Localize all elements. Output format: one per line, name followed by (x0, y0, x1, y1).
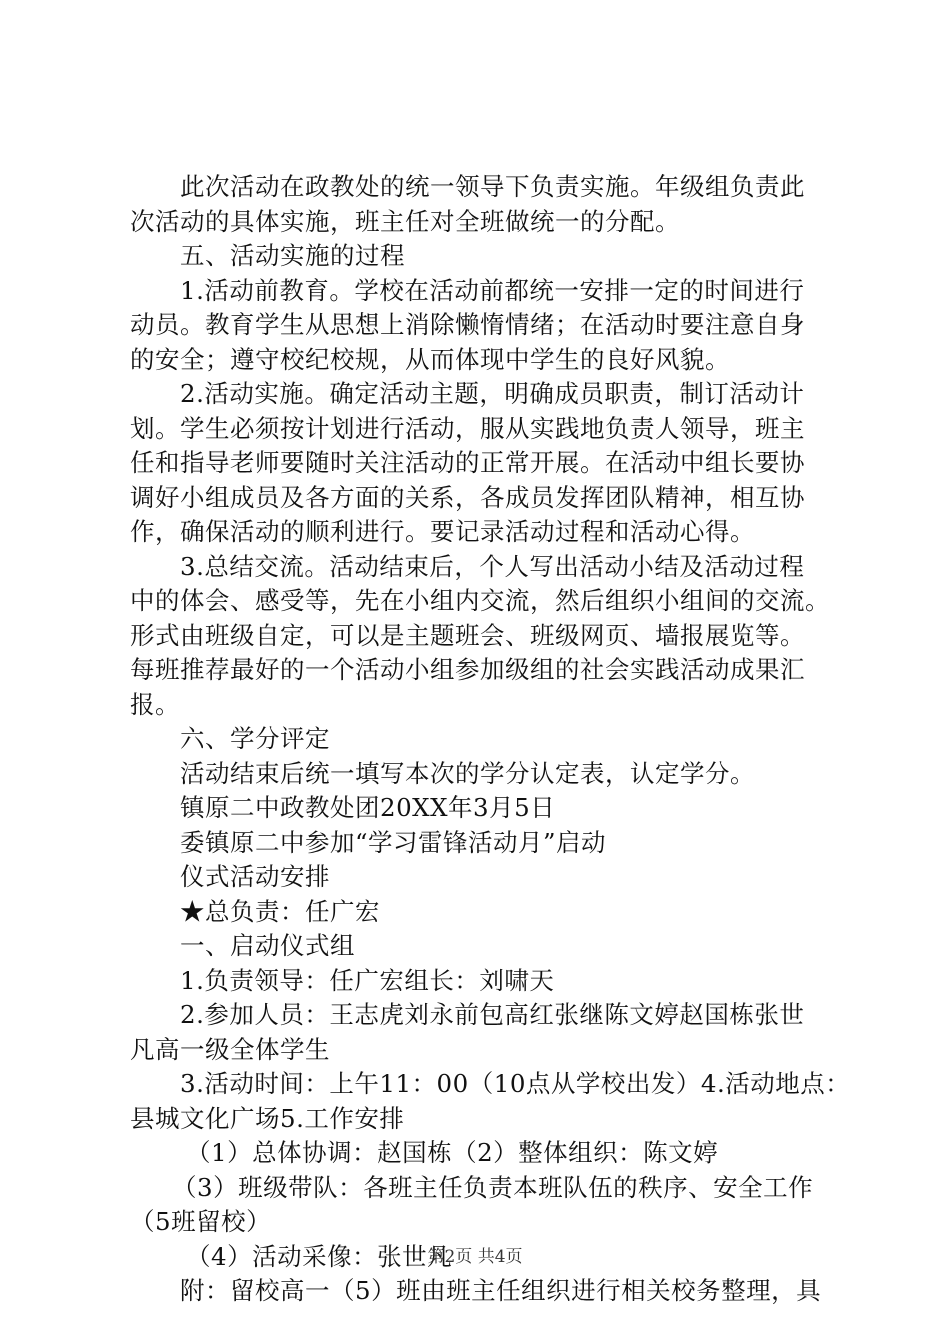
text-line: 作，确保活动的顺利进行。要记录活动过程和活动心得。 (130, 517, 755, 546)
text-line: 镇原二中政教处团20XX年3月5日 (180, 793, 556, 822)
text-line: （1）总体协调：赵国栋（2）整体组织：陈文婷 (186, 1138, 719, 1167)
section-heading: 六、学分评定 (180, 724, 330, 753)
text-line: 2.参加人员：王志虎刘永前包高红张继陈文婷赵国栋张世 (180, 1000, 805, 1029)
text-line: 活动结束后统一填写本次的学分认定表，认定学分。 (180, 758, 755, 788)
text-line: （5班留校） (130, 1207, 272, 1236)
text-line: 1.负责领导：任广宏组长：刘啸天 (180, 965, 555, 995)
text-line: 3.活动时间：上午11：00（10点从学校出发）4.活动地点： (180, 1069, 851, 1098)
text-line: 凡高一级全体学生 (130, 1034, 330, 1064)
text-line: （4）活动采像：张世凡 (186, 1241, 453, 1271)
text-line: 任和指导老师要随时关注活动的正常开展。在活动中组长要协 (130, 448, 805, 477)
text-line: 报。 (130, 689, 180, 719)
text-line: ★总负责：任广宏 (180, 896, 380, 926)
document-body (130, 170, 850, 1309)
section-heading: 一、启动仪式组 (180, 931, 355, 960)
section-heading: 五、活动实施的过程 (180, 241, 405, 270)
text-line: 形式由班级自定，可以是主题班会、班级网页、墙报展览等。 (130, 620, 805, 650)
text-line: 1.活动前教育。学校在活动前都统一安排一定的时间进行 (180, 275, 805, 305)
text-line: 县城文化广场5.工作安排 (130, 1103, 405, 1133)
text-line: 动员。教育学生从思想上消除懒惰情绪；在活动时要注意自身 (130, 310, 805, 339)
text-line: 2.活动实施。确定活动主题，明确成员职责，制订活动计 (180, 379, 805, 408)
text-line: 每班推荐最好的一个活动小组参加级组的社会实践活动成果汇 (130, 655, 805, 684)
text-line: （3）班级带队：各班主任负责本班队伍的秩序、安全工作 (172, 1172, 814, 1202)
text-line: 中的体会、感受等，先在小组内交流，然后组织小组间的交流。 (130, 586, 830, 615)
text-line: 3.总结交流。活动结束后，个人写出活动小结及活动过程 (180, 551, 805, 581)
text-line: 附：留校高一（5）班由班主任组织进行相关校务整理，具 (180, 1276, 822, 1305)
text-line: 委镇原二中参加“学习雷锋活动月”启动 (180, 827, 607, 857)
page-footer: 第2页 共4页 (427, 1247, 523, 1267)
text-line: 次活动的具体实施，班主任对全班做统一的分配。 (130, 206, 680, 236)
text-line: 划。学生必须按计划进行活动，服从实践地负责人领导，班主 (130, 413, 805, 443)
text-line: 仪式活动安排 (180, 862, 330, 891)
text-line: 此次活动在政教处的统一领导下负责实施。年级组负责此 (180, 172, 805, 201)
text-line: 调好小组成员及各方面的关系，各成员发挥团队精神，相互协 (130, 482, 805, 512)
text-line: 的安全；遵守校纪校规，从而体现中学生的良好风貌。 (130, 344, 730, 374)
